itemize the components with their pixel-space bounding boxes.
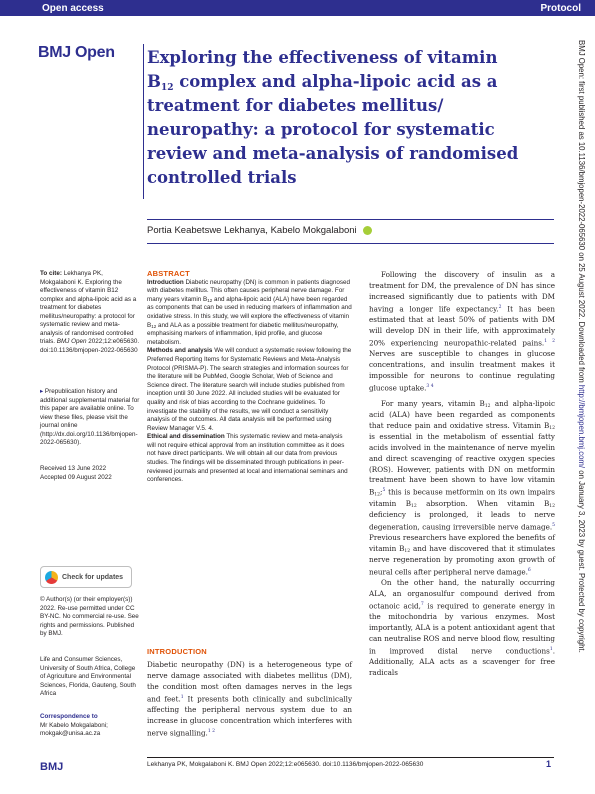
abstract-ethics-text: This systematic review and meta-analysis will not require ethical approval from an institution committee as it does not have direct participants. We will obtain all our data from previous studies. The findings will be disseminated through publications in peer-reviewed journals and presented at local and international seminars and conferences. (147, 433, 348, 484)
check-updates-icon (45, 571, 58, 584)
title-line-4: neuropathy: a protocol for systematic (147, 120, 495, 139)
affiliation-block (40, 656, 140, 699)
check-updates-label: Check for updates (62, 573, 124, 581)
correspondence-name: Mr Kabelo Mokgalaboni; (40, 721, 108, 729)
ref-link[interactable]: 5 (552, 522, 555, 528)
page-number: 1 (546, 759, 552, 769)
subscript: 12 (549, 503, 556, 509)
paragraph (369, 578, 555, 679)
text: Following the discovery of insulin as a treatment for DM, the prevalence of DN has since increased significantly due to patients with DM having a longer life expectancy. (369, 270, 555, 314)
title-line-3: treatment for diabetes mellitus/ (147, 96, 444, 115)
intro-text-2: It presents both clinically and subclinically affecting the peripheral nervous system due to an increase in glucose concentration which interferes with nerve signalling. (147, 694, 353, 738)
cite-text: Lekhanya PK, Mokgalaboni K. Exploring the effectiveness of vitamin B12 complex and alpha-lipoic acid as a treatment for diabetes mellitus/neuropathy: a protocol for systematic review and meta-analysis of randomised controlled trials. (40, 270, 137, 345)
download-notice-text: BMJ Open: first published as 10.1136/bmjopen-2022-065630 on 25 August 2022. Downloaded from (577, 40, 586, 385)
subscript: 12 (404, 548, 411, 554)
title-line-1: Exploring the effectiveness of vitamin (147, 48, 498, 67)
affiliation-text: Life and Consumer Sciences, University of South Africa, College of Agriculture and Environmental Sciences, Florida, Gauteng, South Africa (40, 656, 136, 697)
cite-ref: 2022;12:e065630. doi:10.1136/bmjopen-2022-065630 (40, 338, 140, 354)
check-for-updates-button[interactable] (40, 566, 132, 588)
correspondence-label: Correspondence to (40, 713, 98, 720)
abstract-subscript-2: 12 (151, 323, 157, 329)
author-rule-top (147, 219, 554, 220)
ref-link[interactable]: 1 (549, 646, 553, 652)
text: It has been estimated that at least 50% of patients with DM will develop DN in their life, with approximately 20% experiencing neuropathic-related pains. (369, 304, 556, 348)
subscript: 12 (374, 492, 381, 498)
ref-link[interactable]: 1 2 (544, 338, 555, 344)
cite-journal: BMJ Open (56, 338, 87, 345)
title-line-5: review and meta-analysis of randomised (147, 144, 519, 163)
orcid-icon[interactable] (363, 226, 372, 235)
citation-block (40, 270, 140, 355)
title-line-2b: complex and alpha-lipoic acid as a (173, 72, 498, 91)
journal-link[interactable]: http://bmjopen.bmj.com/ (577, 384, 586, 469)
journal-logo[interactable]: BMJ Open (38, 44, 115, 61)
ref-link[interactable]: 1 (180, 694, 184, 700)
paragraph (369, 399, 555, 578)
title-subscript: 12 (160, 83, 174, 93)
copyright-block (40, 596, 140, 639)
article-title (147, 46, 552, 190)
abstract-subscript: 12 (207, 297, 213, 303)
abstract-methods-label: Methods and analysis (147, 347, 213, 355)
text: Previous researchers have explored the benefits of vitamin B (369, 532, 555, 553)
subscript: 12 (484, 404, 491, 410)
introduction-heading: INTRODUCTION (147, 647, 207, 656)
author-names: Portia Keabetswe Lekhanya, Kabelo Mokgalaboni (147, 225, 357, 236)
footer-citation: Lekhanya PK, Mokgalaboni K. BMJ Open 2022;12:e065630. doi:10.1136/bmjopen-2022-065630 (147, 761, 424, 768)
text: is required to generate energy in the mitochondria by various enzymes. Most importantly, ALA is a potent antioxidant agent that can neutralise ROS and nerve blood flow, resulting in improved distal nerve conductions (369, 601, 555, 656)
download-notice-text-2: on January 3, 2023 by guest. Protected by copyright. (577, 468, 586, 653)
text: this is because metformin on its own impairs vitamin B (369, 487, 555, 508)
title-line-2a: B (147, 72, 161, 91)
open-access-label: Open access (42, 2, 104, 14)
text: ; (380, 487, 383, 497)
correspondence-block (40, 713, 140, 739)
abstract-heading: ABSTRACT (147, 269, 190, 278)
author-line (147, 225, 372, 236)
text: is essential in the metabolism of essential fatty acids involved in the maintenance of nerve myelin and direct scavenging of reactive oxygen species (ROS). However, patients with DN on metformin treatment have been shown to have low vitamin B (369, 431, 555, 497)
abstract-intro-label: Introduction (147, 278, 184, 286)
correspondence-email[interactable]: mokgak@unisa.ac.za (40, 730, 101, 737)
right-column-text (369, 270, 555, 679)
download-notice-vertical (577, 40, 586, 770)
ref-link[interactable]: 5 (382, 488, 386, 494)
accepted-date: Accepted 09 August 2022 (40, 473, 112, 481)
abstract-methods-text: We will conduct a systematic review following the Preferred Reporting Items for Systematic Reviews and Meta-Analysis Protocol (PRISMA-P). The search strategies and information sources for the literature will be PubMed, Google Scholar, Web of Science and Science direct. The literature search will include studies published from inception until 30 June 2022. All included studies will be evaluated for quality and risk of bias according to the Cochrane guidelines. To investigate the stability of the results, we will conduct a sensitivity analysis of the outcomes. All data analysis will be performed using Review Manager V.5. 4. (147, 347, 352, 432)
bullet-triangle-icon: ▸ (40, 388, 44, 395)
title-line-6: controlled trials (147, 168, 297, 187)
dates-block (40, 465, 140, 482)
text: and alpha-lipoic acid (ALA) have been regarded as components that reduce pain and oxidative stress. Vitamin B (369, 399, 555, 430)
received-date: Received 13 June 2022 (40, 465, 107, 472)
cite-label: To cite: (40, 270, 62, 277)
abstract-intro-text-3: and ALA as a possible treatment for diabetic mellitus/neuropathy, emphasising markers of inflammation, lipid profile, and glucose metabolism. (147, 321, 339, 346)
copyright-text: © Author(s) (or their employer(s)) 2022. Re-use permitted under CC BY-NC. No commercial re-use. See rights and permissions. Published by BMJ. (40, 596, 139, 637)
title-divider (143, 44, 144, 199)
ref-link[interactable]: 7 (420, 601, 424, 607)
text: For many years, vitamin B (381, 399, 485, 409)
footer-bmj-logo[interactable]: BMJ (40, 761, 64, 773)
ref-link[interactable]: 2 (498, 304, 502, 310)
abstract-intro-text: Diabetic neuropathy (DN) is common in patients diagnosed with diabetes mellitus. This often causes peripheral nerve damage. For many years vitamin B (147, 278, 350, 303)
text: Nerves are susceptible to changes in glucose concentrations, and insulin treatment makes it impossible for neurons to continue regulating glucose uptake. (369, 349, 555, 393)
prepub-text[interactable]: Prepublication history and additional supplemental material for this paper are available online. To view these files, please visit the journal online (http://dx.doi.org/10.1136/bmjopen-2022-065630). (40, 388, 140, 446)
text: and have discovered that it stimulates nerve regeneration by promoting axon growth of neural cells after peripheral nerve damage. (369, 543, 556, 576)
paragraph (369, 270, 555, 394)
introduction-section (147, 647, 352, 739)
subscript: 12 (549, 425, 555, 431)
text: deficiency is prolonged, it leads to nerve degeneration, causing irreversible nerve damage. (369, 509, 555, 531)
abstract-section (147, 270, 352, 485)
text: absorption. When vitamin B (416, 498, 550, 508)
ref-link[interactable]: 6 (527, 567, 531, 573)
ref-link[interactable]: 3 4 (426, 383, 434, 389)
article-type-label: Protocol (540, 2, 581, 14)
abstract-ethics-label: Ethical and dissemination (147, 433, 225, 441)
footer-rule (147, 757, 554, 758)
prepub-note (40, 388, 140, 448)
abstract-intro-text-2: and alpha-lipoic acid (ALA) have been regarded as components that can be used in reducing markers of inflammation and oxidative stress. In this study, we will explore the effectiveness of vitamin B (147, 295, 352, 329)
subscript: 12 (411, 503, 417, 509)
ref-link[interactable]: 1 2 (207, 728, 216, 734)
author-rule-bottom (147, 243, 554, 244)
text: . Additionally, ALA acts as a scavenger for free radicals (369, 646, 555, 677)
intro-text: Diabetic neuropathy (DN) is a heterogeneous type of nerve damage associated with diabetes mellitus (DM), the condition most often damages nerves in the legs and feet. (147, 659, 352, 704)
top-banner (0, 0, 595, 16)
text: On the other hand, the naturally occurring ALA, an organosulfur compound derived from octanoic acid, (369, 577, 555, 611)
